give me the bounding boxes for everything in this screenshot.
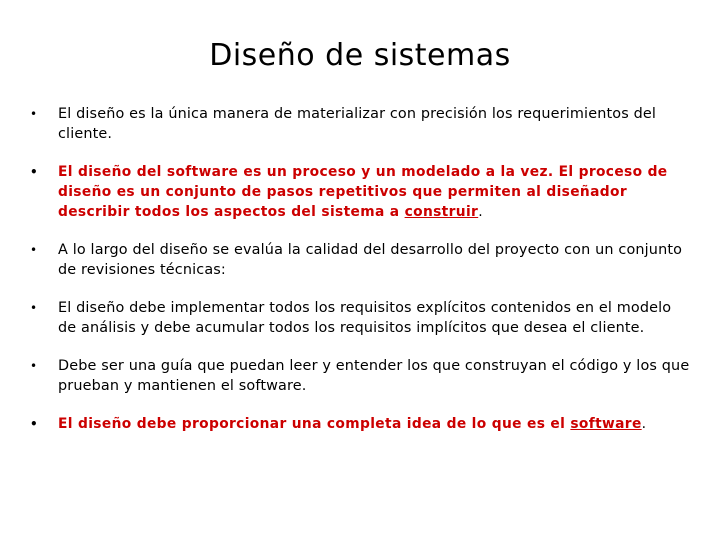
bullet-marker: • — [30, 107, 38, 121]
bullet-item — [30, 356, 690, 396]
bullet-item — [30, 104, 690, 144]
bullet-marker: • — [30, 165, 39, 179]
bullet-item — [30, 240, 690, 280]
bullet-text-underlined: construir — [404, 204, 479, 220]
bullet-text: El diseño es la única manera de materializar con precisión los requerimientos del cliente. — [58, 106, 657, 142]
bullet-text-period: . — [641, 416, 647, 432]
bullet-text: El diseño debe implementar todos los requisitos explícitos contenidos en el modelo de análisis y debe acumular todos los requisitos implícitos que desea el cliente. — [58, 300, 672, 336]
bullet-text-highlighted — [58, 164, 668, 220]
bullet-text: A lo largo del diseño se evalúa la calidad del desarrollo del proyecto con un conjunto de revisiones técnicas: — [58, 242, 683, 278]
slide-title: Diseño de sistemas — [209, 38, 511, 73]
bullet-marker: • — [30, 243, 38, 257]
bullet-text-main: El diseño debe proporcionar una completa idea de lo que es el — [58, 416, 571, 432]
bullet-text-underlined: software — [570, 416, 642, 432]
bullet-marker: • — [30, 301, 38, 315]
bullet-list — [30, 104, 690, 452]
bullet-item-highlighted — [30, 162, 690, 222]
bullet-text-main: El diseño del software es un proceso y un modelado a la vez. El proceso de diseño es un conjunto de pasos repetitivos que permiten al diseñador describir todos los aspectos del sistema a — [58, 164, 668, 220]
bullet-item — [30, 298, 690, 338]
bullet-text-highlighted — [58, 416, 646, 432]
bullet-text-period: . — [478, 204, 483, 220]
bullet-item-highlighted — [30, 414, 690, 434]
bullet-marker: • — [30, 417, 39, 431]
bullet-marker: • — [30, 359, 38, 373]
bullet-text: Debe ser una guía que puedan leer y entender los que construyan el código y los que prueban y mantienen el software. — [58, 358, 690, 394]
